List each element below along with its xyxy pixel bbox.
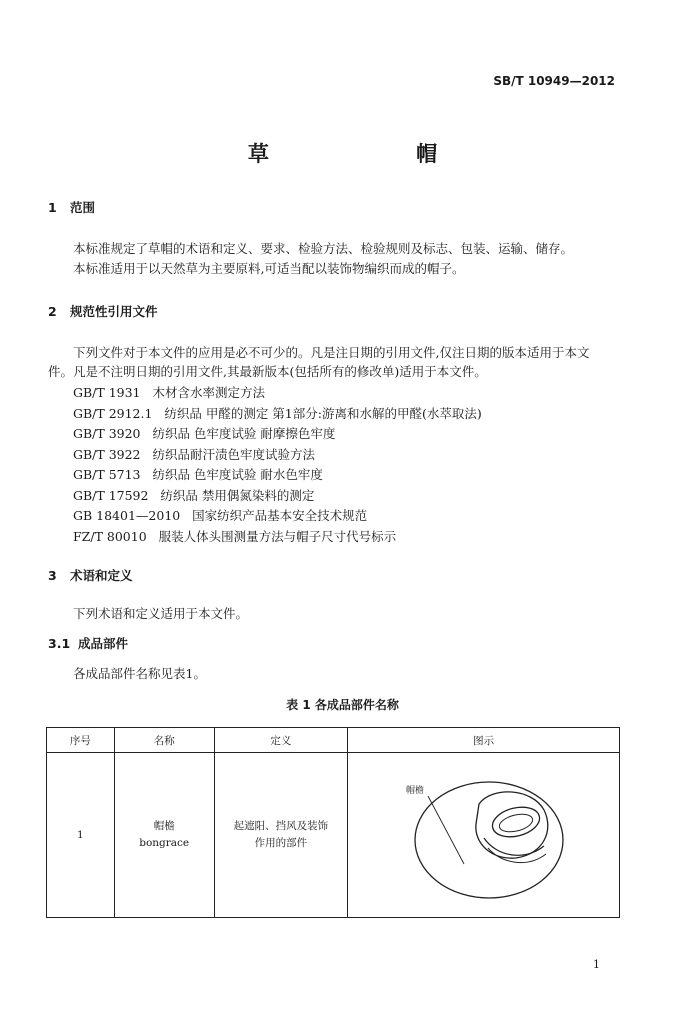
section-number: 2: [48, 304, 57, 319]
reference-item: GB/T 3920 纺织品 色牢度试验 耐摩擦色牢度: [73, 426, 336, 441]
hat-brim-illustration: [384, 760, 584, 910]
section-2-paragraph-line1: 下列文件对于本文件的应用是必不可少的。凡是注日期的引用文件,仅注日期的版本适用于本文: [73, 345, 590, 360]
paragraph: 本标准规定了草帽的术语和定义、要求、检验方法、检验规则及标志、包装、运输、储存。: [73, 241, 574, 256]
section-3-paragraph: 下列术语和定义适用于本文件。: [73, 606, 249, 621]
table-caption: 表 1 各成品部件名称: [286, 698, 399, 712]
part-name-cn: 帽檐: [153, 820, 175, 832]
document-title: 草 帽: [247, 142, 508, 166]
definition-line: 起遮阳、挡风及装饰: [233, 820, 329, 832]
definition-cell: [214, 753, 348, 918]
figure-label-bongrace: 帽檐: [405, 786, 424, 796]
section-2-paragraph-line2: 件。凡是不注明日期的引用文件,其最新版本(包括所有的修改单)适用于本文件。: [48, 364, 487, 379]
column-header: 定义: [214, 728, 348, 753]
part-name-en: bongrace: [139, 837, 190, 849]
section-number: 3: [48, 568, 57, 583]
column-header: 序号: [47, 728, 115, 753]
page-number: 1: [593, 958, 600, 971]
section-1-body: [73, 239, 573, 279]
section-title: 规范性引用文件: [70, 304, 158, 319]
normative-references-list: [73, 383, 482, 547]
reference-item: GB/T 3922 纺织品耐汗渍色牢度试验方法: [73, 446, 315, 462]
section-number: 3.1: [48, 636, 71, 651]
definition-line: 作用的部件: [254, 837, 308, 849]
section-title: 术语和定义: [70, 568, 133, 583]
section-number: 1: [48, 200, 57, 215]
illustration-cell: [348, 753, 620, 918]
column-header: 名称: [114, 728, 214, 753]
section-2-heading: [48, 302, 158, 320]
reference-item: GB/T 1931 木材含水率测定方法: [73, 385, 265, 400]
part-name-cell: [114, 753, 214, 918]
column-header: 图示: [348, 728, 620, 753]
table-header-row: [47, 728, 620, 753]
section-title: 范围: [70, 200, 96, 215]
section-3-heading: [48, 566, 133, 584]
section-3-1-heading: [48, 634, 128, 652]
reference-item: FZ/T 80010 服装人体头围测量方法与帽子尺寸代号标示: [73, 528, 397, 544]
parts-table: [46, 727, 620, 918]
reference-item: GB/T 17592 纺织品 禁用偶氮染料的测定: [73, 487, 315, 503]
reference-item: GB 18401—2010 国家纺织产品基本安全技术规范: [73, 508, 368, 523]
paragraph: 本标准适用于以天然草为主要原料,可适当配以装饰物编织而成的帽子。: [73, 261, 465, 276]
section-title: 成品部件: [78, 636, 129, 651]
section-1-heading: [48, 198, 95, 216]
reference-item: GB/T 5713 纺织品 色牢度试验 耐水色牢度: [73, 467, 323, 482]
reference-item: GB/T 2912.1 纺织品 甲醛的测定 第1部分:游离和水解的甲醛(水萃取法): [73, 405, 482, 421]
table-row: [47, 753, 620, 918]
row-number-cell: 1: [47, 753, 115, 918]
standard-number: SB/T 10949—2012: [493, 74, 615, 88]
section-3-1-paragraph: 各成品部件名称见表1。: [73, 666, 206, 681]
